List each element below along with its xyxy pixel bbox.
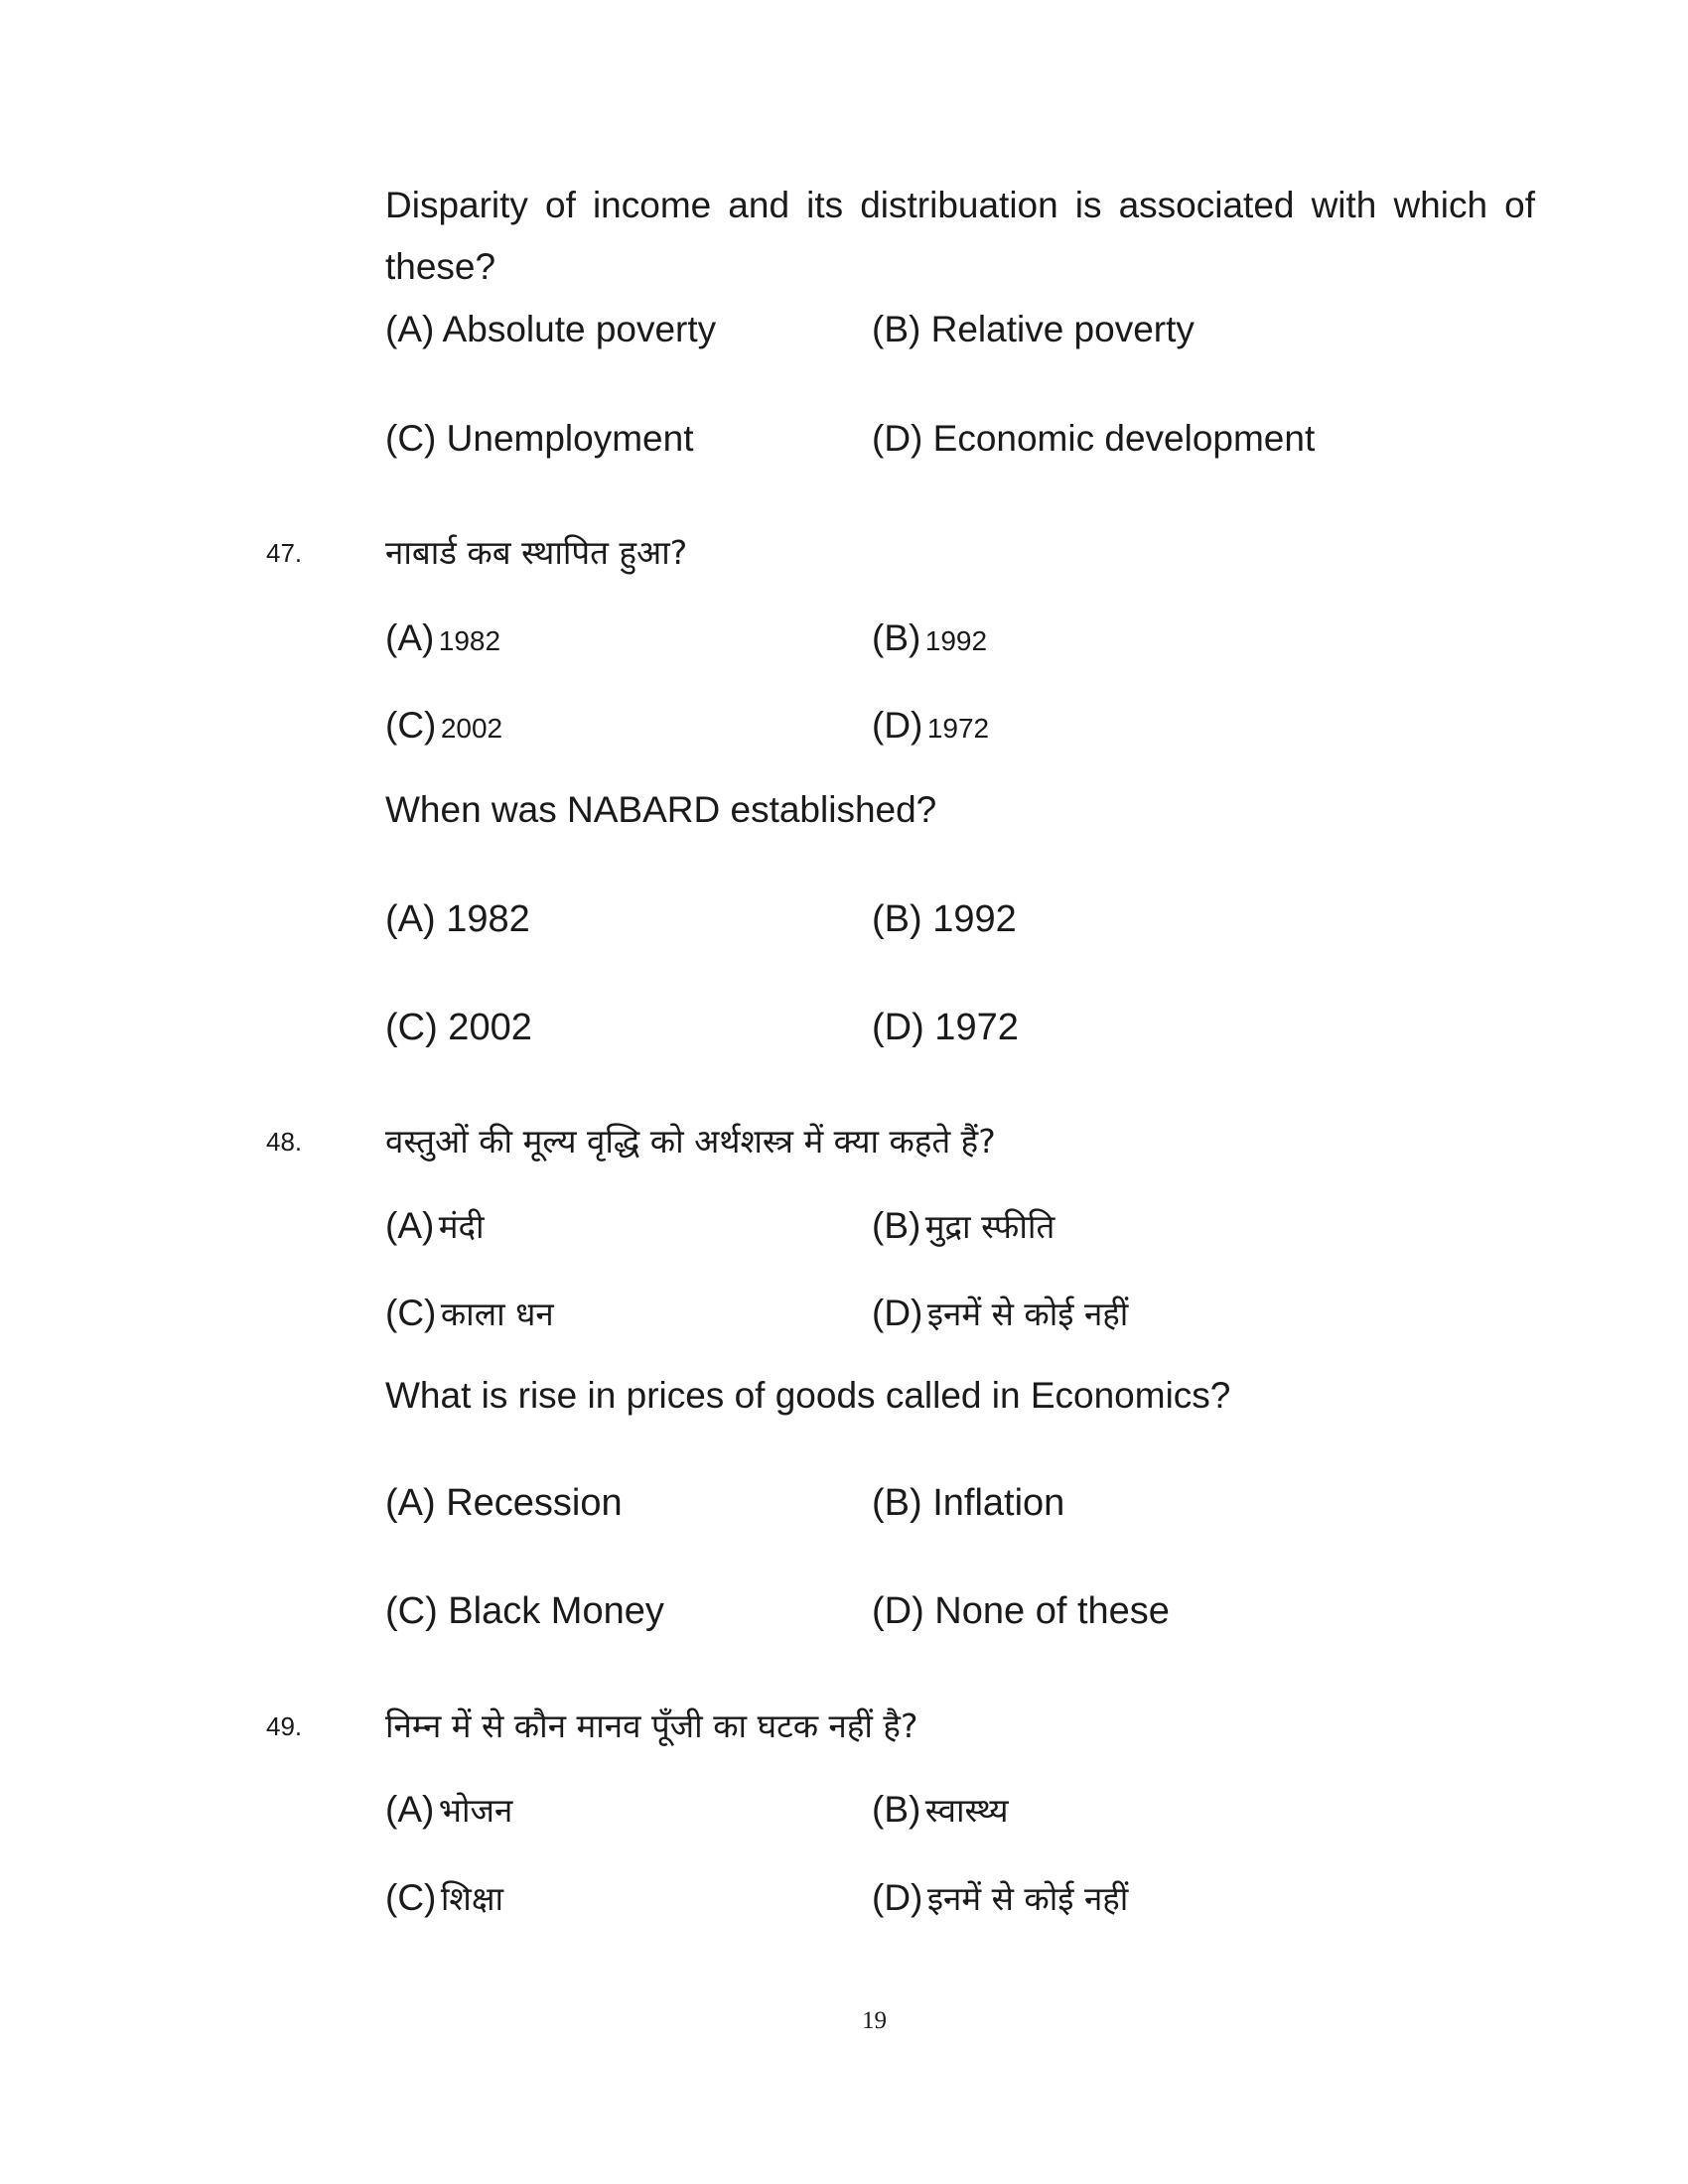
q48-number: 48. bbox=[266, 1127, 303, 1157]
q47-hindi-option-c bbox=[385, 705, 502, 747]
q46-option-c: (C) Unemployment bbox=[385, 418, 694, 459]
q49-hindi-question: निम्न में से कौन मानव पूँजी का घटक नहीं है? bbox=[385, 1706, 918, 1745]
option-prefix: (C) bbox=[385, 705, 437, 746]
option-value: इनमें से कोई नहीं bbox=[926, 1295, 1129, 1333]
q49-hindi-option-d bbox=[872, 1875, 1128, 1920]
option-prefix: (B) bbox=[872, 617, 921, 658]
q47-english-option-b: (B) 1992 bbox=[872, 898, 1017, 940]
q47-hindi-question: नाबार्ड कब स्थापित हुआ? bbox=[385, 533, 688, 572]
option-prefix: (C) bbox=[385, 1293, 437, 1333]
page-number: 19 bbox=[862, 2007, 887, 2034]
q46-option-d: (D) Economic development bbox=[872, 418, 1316, 459]
option-prefix: (A) bbox=[385, 1789, 435, 1830]
option-prefix: (B) bbox=[872, 1789, 921, 1830]
option-value: इनमें से कोई नहीं bbox=[926, 1879, 1129, 1918]
q49-number: 49. bbox=[266, 1711, 303, 1741]
q48-english-question: What is rise in prices of goods called in Economics? bbox=[385, 1375, 1231, 1416]
option-value: स्वास्थ्य bbox=[924, 1791, 1009, 1830]
q48-hindi-option-b bbox=[872, 1203, 1055, 1248]
q47-number: 47. bbox=[266, 538, 303, 568]
option-value: शिक्षा bbox=[440, 1879, 504, 1918]
option-value: 1972 bbox=[926, 713, 990, 744]
q48-hindi-question: वस्तुओं की मूल्य वृद्धि को अर्थशस्त्र में क्या कहते हैं? bbox=[385, 1122, 996, 1160]
option-value: काला धन bbox=[440, 1295, 554, 1333]
option-prefix: (C) bbox=[385, 1877, 437, 1918]
q47-hindi-option-a bbox=[385, 617, 500, 659]
q47-english-option-d: (D) 1972 bbox=[872, 1007, 1019, 1048]
q48-english-option-b: (B) Inflation bbox=[872, 1482, 1065, 1524]
q46-question-line1: Disparity of income and its distribuation is associated with which of bbox=[385, 185, 1535, 225]
option-prefix: (D) bbox=[872, 1877, 923, 1918]
q46-option-a: (A) Absolute poverty bbox=[385, 309, 717, 349]
option-prefix: (A) bbox=[385, 1205, 435, 1246]
q49-hindi-option-c bbox=[385, 1875, 503, 1920]
option-prefix: (D) bbox=[872, 1293, 923, 1333]
q46-option-b: (B) Relative poverty bbox=[872, 309, 1195, 349]
q47-hindi-option-b bbox=[872, 617, 987, 659]
q49-hindi-option-b bbox=[872, 1787, 1009, 1832]
option-value: 2002 bbox=[440, 713, 503, 744]
option-value: 1982 bbox=[438, 625, 501, 656]
option-value: 1992 bbox=[924, 625, 988, 656]
q48-hindi-option-d bbox=[872, 1291, 1128, 1335]
option-value: मंदी bbox=[438, 1207, 485, 1246]
q48-hindi-option-a bbox=[385, 1203, 485, 1248]
option-prefix: (D) bbox=[872, 705, 923, 746]
q49-hindi-option-a bbox=[385, 1787, 512, 1832]
option-value: मुद्रा स्फीति bbox=[924, 1207, 1055, 1246]
q47-english-option-c: (C) 2002 bbox=[385, 1007, 532, 1048]
q47-hindi-option-d bbox=[872, 705, 989, 747]
option-value: भोजन bbox=[438, 1791, 513, 1830]
q47-english-question: When was NABARD established? bbox=[385, 789, 937, 830]
q48-english-option-d: (D) None of these bbox=[872, 1590, 1170, 1632]
q46-question-line2: these? bbox=[385, 246, 496, 287]
q48-hindi-option-c bbox=[385, 1291, 554, 1335]
q48-english-option-a: (A) Recession bbox=[385, 1482, 623, 1524]
q48-english-option-c: (C) Black Money bbox=[385, 1590, 664, 1632]
q47-english-option-a: (A) 1982 bbox=[385, 898, 530, 940]
option-prefix: (B) bbox=[872, 1205, 921, 1246]
option-prefix: (A) bbox=[385, 617, 435, 658]
